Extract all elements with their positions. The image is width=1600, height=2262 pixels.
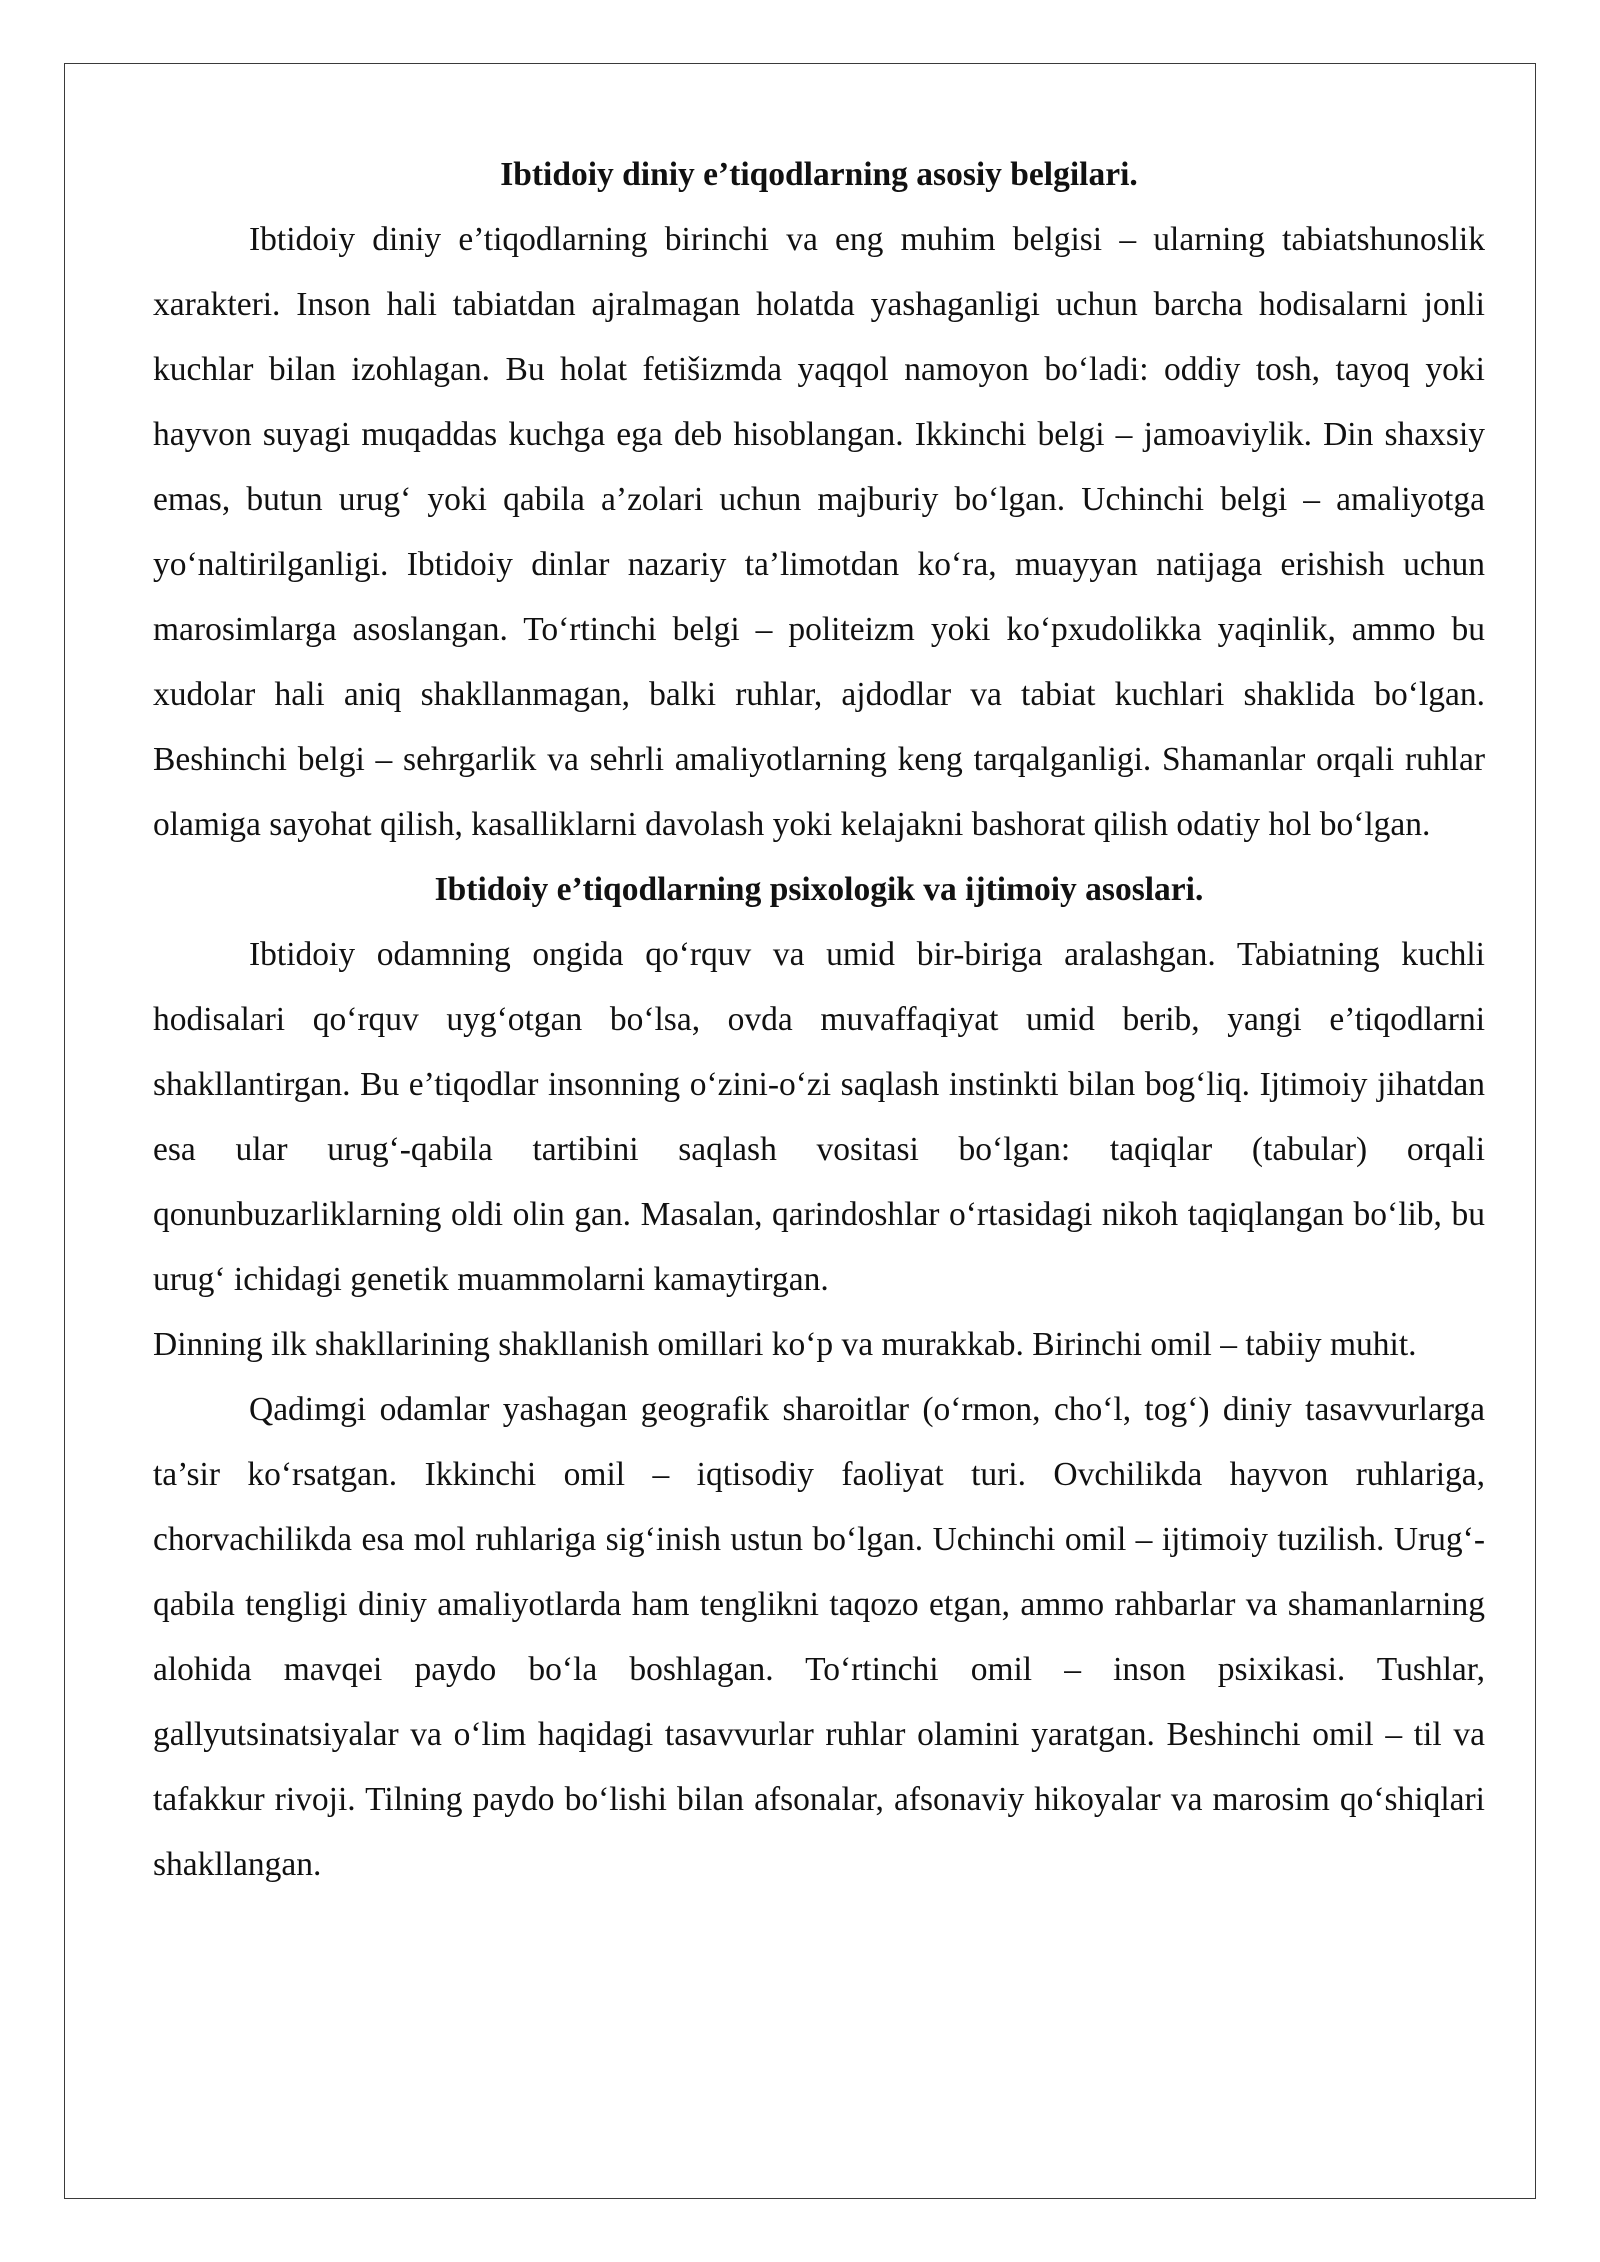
section-heading-2: Ibtidoiy e’tiqodlarning psixologik va ijtimoiy asoslari. [434, 871, 1204, 908]
paragraph-2: Ibtidoiy odamning ongida qoʻrquv va umid bir-biriga aralashgan. Tabiatning kuchli hodisalari qoʻrquv uygʻotgan boʻlsa, ovda muvaffaqiyat umid berib, yangi e’tiqodlarni shakllantirgan. Bu e’tiqodlar insonning oʻzini-oʻzi saqlash instinkti bilan bogʻliq. Ijtimoiy jihatdan esa ular urugʻ-qabila tartibini saqlash vositasi boʻlgan: taqiqlar (tabular) orqali qonunbuzarliklarning oldi olin gan. Masalan, qarindoshlar oʻrtasidagi nikoh taqiqlangan boʻlib, bu urugʻ ichidagi genetik muammolarni kamaytirgan. [153, 936, 1485, 1298]
document-body [153, 142, 1485, 1897]
paragraph-3: Dinning ilk shakllarining shakllanish omillari koʻp va murakkab. Birinchi omil – tabiiy muhit. [153, 1326, 1417, 1363]
paragraph-1: Ibtidoiy diniy e’tiqodlarning birinchi va eng muhim belgisi – ularning tabiatshunoslik xarakteri. Inson hali tabiatdan ajralmagan holatda yashaganligi uchun barcha hodisalarni jonli kuchlar bilan izohlagan. Bu holat fetišizmda yaqqol namoyon boʻladi: oddiy tosh, tayoq yoki hayvon suyagi muqaddas kuchga ega deb hisoblangan. Ikkinchi belgi – jamoaviylik. Din shaxsiy emas, butun urugʻ yoki qabila a’zolari uchun majburiy boʻlgan. Uchinchi belgi – amaliyotga yoʻnaltirilganligi. Ibtidoiy dinlar nazariy ta’limotdan koʻra, muayyan natijaga erishish uchun marosimlarga asoslangan. Toʻrtinchi belgi – politeizm yoki koʻpxudolikka yaqinlik, ammo bu xudolar hali aniq shakllanmagan, balki ruhlar, ajdodlar va tabiat kuchlari shaklida boʻlgan. Beshinchi belgi – sehrgarlik va sehrli amaliyotlarning keng tarqalganligi. Shamanlar orqali ruhlar olamiga sayohat qilish, kasalliklarni davolash yoki kelajakni bashorat qilish odatiy hol boʻlgan. [153, 221, 1485, 843]
paragraph-4: Qadimgi odamlar yashagan geografik sharoitlar (oʻrmon, choʻl, togʻ) diniy tasavvurlarga ta’sir koʻrsatgan. Ikkinchi omil – iqtisodiy faoliyat turi. Ovchilikda hayvon ruhlariga, chorvachilikda esa mol ruhlariga sigʻinish ustun boʻlgan. Uchinchi omil – ijtimoiy tuzilish. Urugʻ-qabila tengligi diniy amaliyotlarda ham tenglikni taqozo etgan, ammo rahbarlar va shamanlarning alohida mavqei paydo boʻla boshlagan. Toʻrtinchi omil – inson psixikasi. Tushlar, gallyutsinatsiyalar va oʻlim haqidagi tasavvurlar ruhlar olamini yaratgan. Beshinchi omil – til va tafakkur rivoji. Tilning paydo boʻlishi bilan afsonalar, afsonaviy hikoyalar va marosim qoʻshiqlari shakllangan. [153, 1391, 1485, 1883]
section-heading-1: Ibtidoiy diniy e’tiqodlarning asosiy belgilari. [500, 156, 1138, 193]
